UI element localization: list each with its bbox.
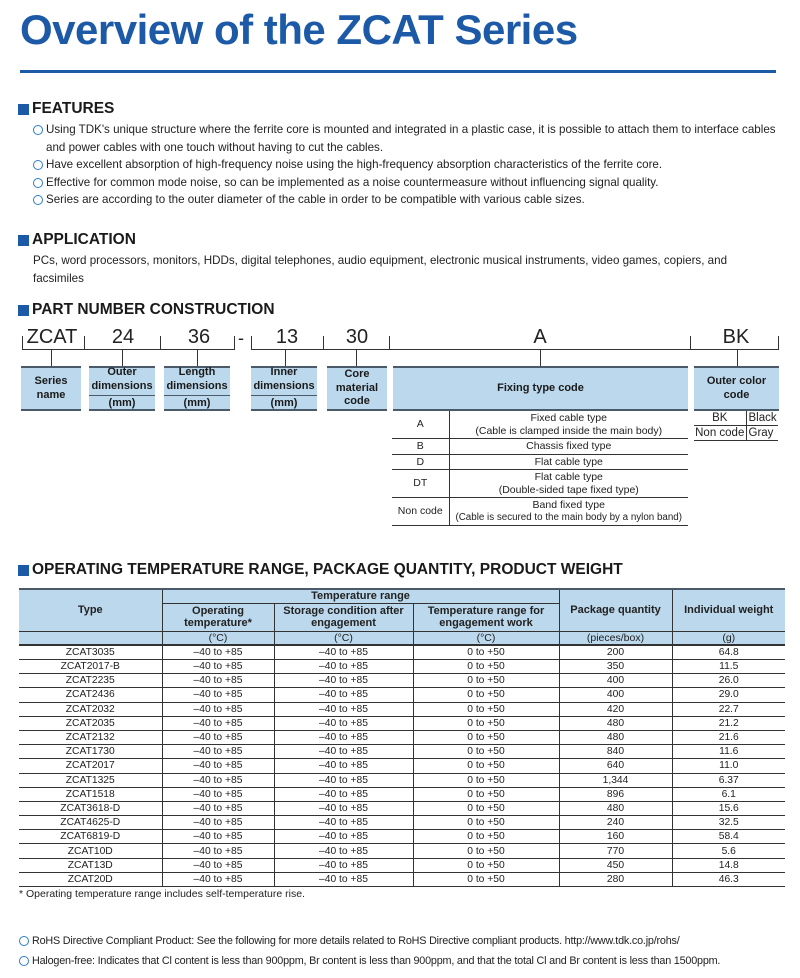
table-row: Non code Band fixed type (Cable is secured to the main body by a nylon band) [392,498,688,526]
pn-label-inner: Inner dimensions (mm) [251,366,317,411]
pn-label-core: Core material code [327,366,387,411]
fixing-type-table [392,411,688,526]
feature-item: Have excellent absorption of high-frequency noise using the high-frequency absorption characteristics of the ferrite core. [33,156,781,174]
table-row: ZCAT2032 –40 to +85 –40 to +85 0 to +50 420 22.7 [19,702,785,716]
feature-item: Using TDK's unique structure where the ferrite core is mounted and integrated in a plastic case, it is possible to attach them to interface cables and power cables with one touch without having to cut the cables. [33,121,781,156]
pn-label-outer: Outer dimensions (mm) [89,366,155,411]
spec-table: Type Temperature range Package quantity Individual weight Operating temperature* Storage condition after engagement Temperature range for engagement work (°C) (°C) (°C) (pieces/box) (g) ZCAT3035 –40 to +85 –40 to +85 0 to +50 200 64.8 ZCAT2017-B –40 to +85 –40 to +85 0 to +50 350 11.5 ZCAT2235 –40 to +85 –40 to +85 0 to +50 400 26.0 ZCAT2436 –40 to +85 –40 to +85 0 to +50 400 29.0 ZCAT2032 –40 to +85 –40 to +85 0 to +50 420 22.7 ZCAT2035 –40 to +85 –40 to +85 0 to +50 480 21.2 ZCAT2132 –40 to +85 –40 to +85 0 to +50 480 21.6 ZCAT1730 –40 to +85 –40 to +85 0 to +50 840 11.6 ZCAT2017 –40 to +85 –40 to +85 0 to +50 640 11.0 ZCAT1325 –40 to +85 –40 to +85 0 to +50 1,344 6.37 ZCAT1518 –40 to +85 –40 to +85 0 to +50 896 6.1 ZCAT3618-D –40 to +85 –40 to +85 0 to +50 480 15.6 ZCAT4625-D –40 to +85 –40 to +85 0 to +50 240 32.5 ZCAT6819-D –40 to +85 –40 to +85 0 to +50 160 58.4 ZCAT10D –40 to +85 –40 to +85 0 to +50 770 5.6 ZCAT13D –40 to +85 –40 to +85 0 to +50 450 14.8 ZCAT20D –40 to +85 –40 to +85 0 to +50 280 46.3 [19,588,785,887]
pn-label-color: Outer color code [694,366,779,411]
pn-dash: - [238,328,244,348]
section-square-icon [18,305,29,316]
bracket-fixing [390,336,691,350]
compliance-notes [19,932,789,971]
table-row: A Fixed cable type (Cable is clamped inside the main body) [392,411,688,439]
spec-heading: OPERATING TEMPERATURE RANGE, PACKAGE QUANTITY, PRODUCT WEIGHT [18,561,623,579]
application-text: PCs, word processors, monitors, HDDs, digital telephones, audio equipment, electronic musical instruments, video games, copiers, and facsimiles [33,254,728,285]
table-row: ZCAT2436 –40 to +85 –40 to +85 0 to +50 400 29.0 [19,688,785,702]
pn-code-core: 30 [345,326,369,348]
note-item: Halogen-free: Indicates that Cl content is less than 900ppm, Br content is less than 900ppm, and that the total Cl and Br content is less than 1500ppm. [19,952,789,972]
pn-code-length: 36 [187,326,211,348]
circle-bullet-icon [19,936,29,946]
pn-code-outer: 24 [111,326,135,348]
table-row: B Chassis fixed type [392,439,688,455]
table-row: ZCAT1518 –40 to +85 –40 to +85 0 to +50 896 6.1 [19,787,785,801]
table-row: ZCAT3035 –40 to +85 –40 to +85 0 to +50 200 64.8 [19,645,785,660]
table-row: ZCAT10D –40 to +85 –40 to +85 0 to +50 770 5.6 [19,844,785,858]
bracket-series [22,336,85,350]
features-heading-text: FEATURES [32,100,115,117]
table-row: ZCAT20D –40 to +85 –40 to +85 0 to +50 280 46.3 [19,872,785,886]
circle-bullet-icon [33,160,43,170]
pn-label-series: Series name [21,366,81,411]
outer-color-table [694,411,778,441]
bracket-core [324,336,390,350]
circle-bullet-icon [33,125,43,135]
table-row: ZCAT2017-B –40 to +85 –40 to +85 0 to +50 350 11.5 [19,660,785,674]
pn-code-color: BK [722,326,750,348]
table-row: ZCAT3618-D –40 to +85 –40 to +85 0 to +50 480 15.6 [19,801,785,815]
feature-item: Effective for common mode noise, so can be implemented as a noise countermeasure without influencing signal quality. [33,174,781,192]
table-row: ZCAT2132 –40 to +85 –40 to +85 0 to +50 480 21.6 [19,730,785,744]
table-row: Non code Gray [694,426,778,441]
table-row: D Flat cable type [392,454,688,470]
circle-bullet-icon [19,956,29,966]
pn-code-inner: 13 [275,326,299,348]
table-row: BK Black [694,411,778,426]
features-heading [18,100,114,118]
bracket-outer [85,336,161,350]
table-row: DT Flat cable type (Double-sided tape fixed type) [392,470,688,498]
application-heading: APPLICATION [18,231,136,249]
table-row: ZCAT4625-D –40 to +85 –40 to +85 0 to +50 240 32.5 [19,816,785,830]
table-row: ZCAT2017 –40 to +85 –40 to +85 0 to +50 640 11.0 [19,759,785,773]
footnote: * Operating temperature range includes self-temperature rise. [19,888,305,900]
section-square-icon [18,104,29,115]
table-row: ZCAT1730 –40 to +85 –40 to +85 0 to +50 840 11.6 [19,745,785,759]
table-row: ZCAT6819-D –40 to +85 –40 to +85 0 to +50 160 58.4 [19,830,785,844]
col-weight: Individual weight [672,589,785,631]
pn-code-series: ZCAT [26,326,78,348]
section-square-icon [18,565,29,576]
table-row: ZCAT1325 –40 to +85 –40 to +85 0 to +50 1,344 6.37 [19,773,785,787]
table-row: ZCAT13D –40 to +85 –40 to +85 0 to +50 450 14.8 [19,858,785,872]
col-package: Package quantity [559,589,672,631]
circle-bullet-icon [33,178,43,188]
spec-table-body [19,645,785,887]
features-list [33,121,781,209]
pn-label-fixing: Fixing type code [393,366,688,411]
bracket-color [691,336,779,350]
col-type: Type [19,589,162,631]
col-storage: Storage condition after engagement [274,603,413,631]
table-row: ZCAT2035 –40 to +85 –40 to +85 0 to +50 480 21.2 [19,716,785,730]
bracket-inner [251,336,324,350]
col-engagement: Temperature range for engagement work [413,603,559,631]
feature-item: Series are according to the outer diameter of the cable in order to be compatible with various cable sizes. [33,191,781,209]
page-title: Overview of the ZCAT Series [20,6,578,53]
circle-bullet-icon [33,195,43,205]
section-square-icon [18,235,29,246]
col-temp-range: Temperature range [162,589,559,603]
note-item: RoHS Directive Compliant Product: See the following for more details related to RoHS Directive compliant products. http://www.tdk.co.jp/rohs/ [19,932,789,952]
title-divider [20,70,776,73]
bracket-length [161,336,235,350]
col-operating: Operating temperature* [162,603,274,631]
pn-code-fixing: A [533,326,547,348]
table-row: ZCAT2235 –40 to +85 –40 to +85 0 to +50 400 26.0 [19,674,785,688]
pn-label-length: Length dimensions (mm) [164,366,230,411]
part-number-heading: PART NUMBER CONSTRUCTION [18,301,275,319]
